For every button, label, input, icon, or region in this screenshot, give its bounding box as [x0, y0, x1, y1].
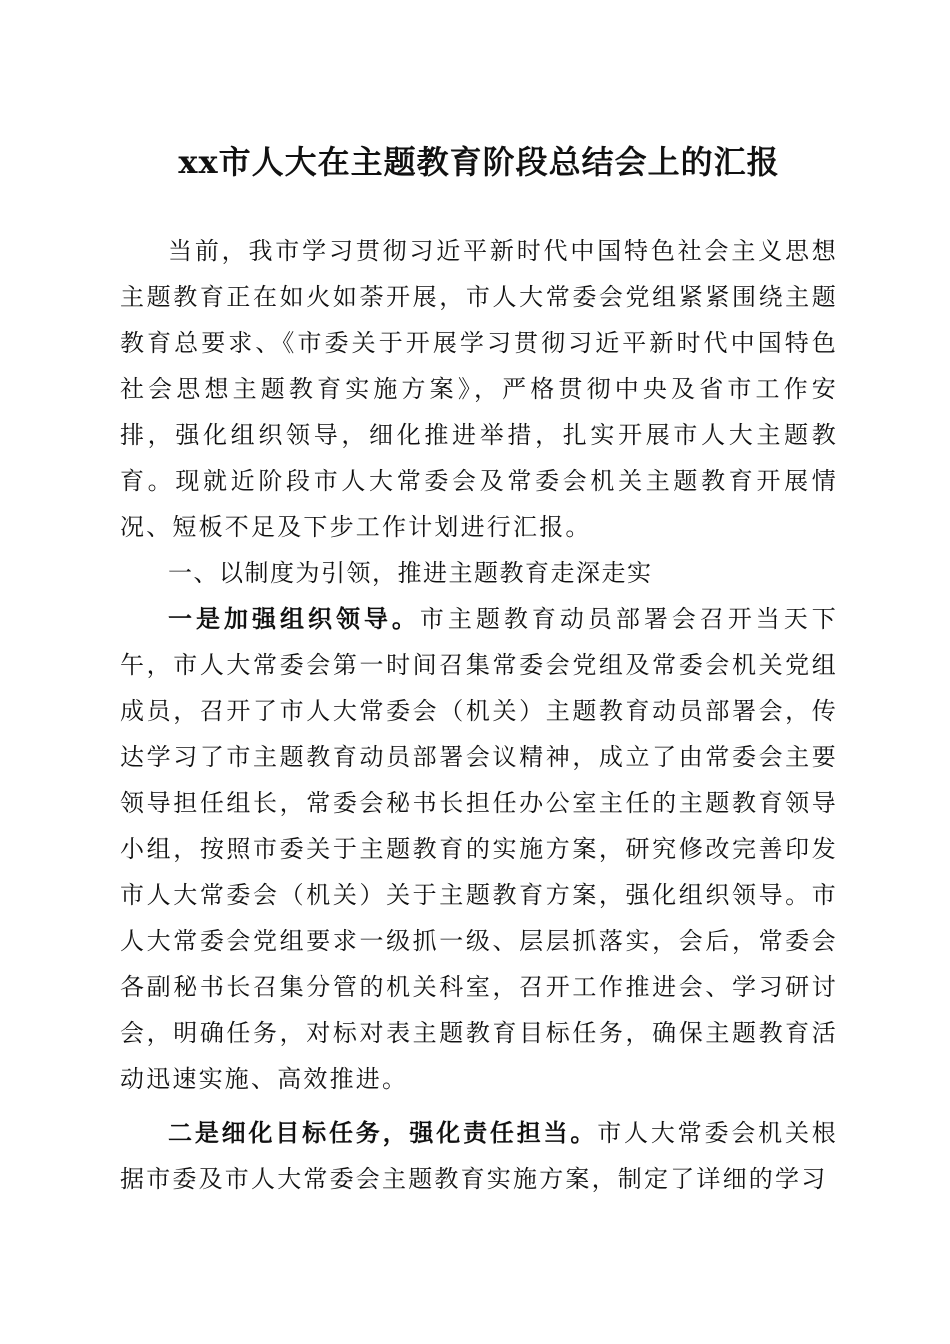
item-text-2: 市人大常委会机关根据市委及市人大常委会主题教育实施方案，制定了详细的学习: [120, 1119, 838, 1193]
item-paragraph-2: [120, 1110, 838, 1202]
document-title: xx市人大在主题教育阶段总结会上的汇报: [178, 143, 780, 181]
item-lead-2: 二是细化目标任务，强化责任担当。: [168, 1118, 598, 1147]
section-heading-1: 一、以制度为引领，推进主题教育走深走实: [168, 559, 653, 587]
item-text-1: 市主题教育动员部署会召开当天下午，市人大常委会第一时间召集常委会党组及常委会机关党组成员，召开了市人大常委会（机关）主题教育动员部署会，传达学习了市主题教育动员部署会议精神，成立了由常委会主要领导担任组长，常委会秘书长担任办公室主任的主题教育领导小组，按照市委关于主题教育的实施方案，研究修改完善印发市人大常委会（机关）关于主题教育方案，强化组织领导。市人大常委会党组要求一级抓一级、层层抓落实，会后，常委会各副秘书长召集分管的机关科室，召开工作推进会、学习研讨会，明确任务，对标对表主题教育目标任务，确保主题教育活动迅速实施、高效推进。: [120, 605, 838, 1093]
document-body: [120, 228, 838, 1202]
intro-paragraph: 当前，我市学习贯彻习近平新时代中国特色社会主义思想主题教育正在如火如荼开展，市人大常委会党组紧紧围绕主题教育总要求、《市委关于开展学习贯彻习近平新时代中国特色社会思想主题教育实施方案》，严格贯彻中央及省市工作安排，强化组织领导，细化推进举措，扎实开展市人大主题教育。现就近阶段市人大常委会及常委会机关主题教育开展情况、短板不足及下步工作计划进行汇报。: [120, 237, 838, 541]
item-lead-1: 一是加强组织领导。: [168, 604, 420, 633]
paragraph-gap: [120, 1102, 838, 1110]
item-paragraph-1: [120, 596, 838, 1102]
